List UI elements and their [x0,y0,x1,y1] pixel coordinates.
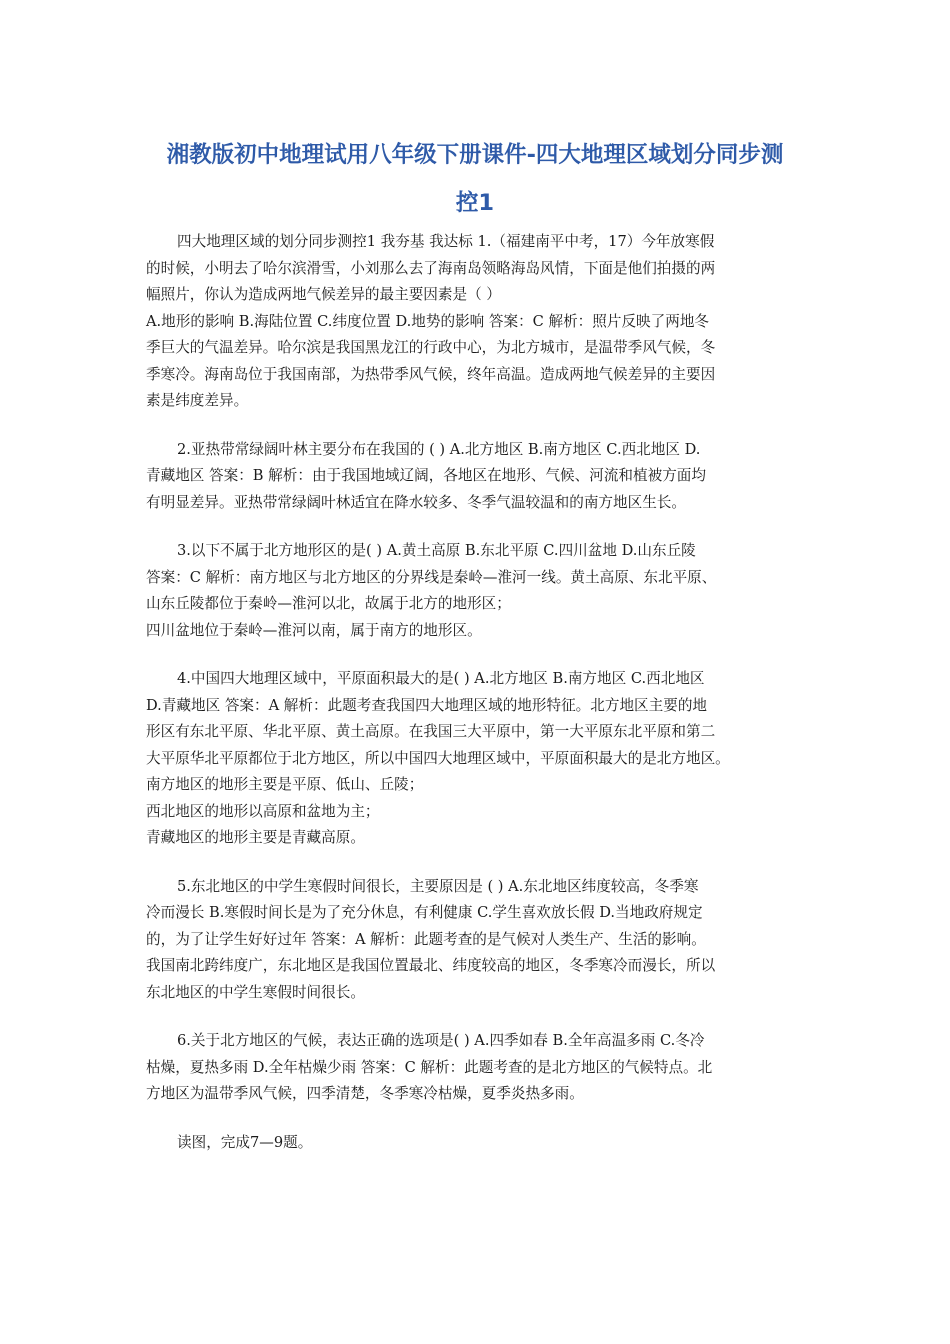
text-line: 四大地理区域的划分同步测控1 我夯基 我达标 1.（福建南平中考，17）今年放寒假 [177,233,715,250]
paragraph-gap [146,1108,808,1130]
title-line: 控1 [455,190,495,216]
text-line: D.青藏地区 答案：A 解析：此题考查我国四大地理区域的地形特征。北方地区主要的地 [146,696,708,714]
text-line: 5.东北地区的中学生寒假时间很长，主要原因是 ( ) A.东北地区纬度较高，冬季寒 [177,877,699,895]
text-line: 读图，完成7—9题。 [177,1133,313,1151]
paragraph-gap [146,415,808,437]
paragraph-q2 [146,437,808,517]
paragraph-q3 [146,538,808,644]
text-line: 3.以下不属于北方地形区的是( ) A.黄土高原 B.东北平原 C.四川盆地 D.山东丘陵 [177,542,696,559]
text-line: 南方地区的地形主要是平原、低山、丘陵； [146,776,424,793]
document-title [130,131,820,227]
text-line: 大平原华北平原都位于北方地区，所以中国四大地理区域中，平原面积最大的是北方地区。 [146,749,730,767]
text-line: 6.关于北方地区的气候，表达正确的选项是( ) A.四季如春 B.全年高温多雨 C.冬冷 [177,1032,705,1049]
text-line: 方地区为温带季风气候，四季清楚，冬季寒冷枯燥，夏季炎热多雨。 [146,1085,584,1102]
paragraph-q5 [146,874,808,1007]
text-line: 西北地区的地形以高原和盆地为主； [146,802,380,820]
text-line: 四川盆地位于秦岭—淮河以南，属于南方的地形区。 [146,621,482,639]
text-line: 季寒冷。海南岛位于我国南部，为热带季风气候，终年高温。造成两地气候差异的主要因 [146,365,716,383]
text-line: 的，为了让学生好好过年 答案：A 解析：此题考查的是气候对人类生产、生活的影响。 [146,930,706,948]
paragraph-q1 [146,229,808,415]
text-line: 2.亚热带常绿阔叶林主要分布在我国的 ( ) A.北方地区 B.南方地区 C.西北地区 D. [177,440,701,458]
document-body [146,229,808,1156]
text-line: 4.中国四大地理区域中，平原面积最大的是( ) A.北方地区 B.南方地区 C.西北地区 [177,670,705,687]
text-line: 答案：C 解析：南方地区与北方地区的分界线是秦岭—淮河一线。黄土高原、东北平原、 [146,568,717,586]
title-line: 湘教版初中地理试用八年级下册课件-四大地理区域划分同步测 [166,142,784,168]
paragraph-gap [146,644,808,666]
text-line: 东北地区的中学生寒假时间很长。 [146,983,365,1001]
text-line: 冷而漫长 B.寒假时间长是为了充分休息，有利健康 C.学生喜欢放长假 D.当地政府规定 [146,904,703,921]
paragraph-read-figure [146,1130,808,1157]
text-line: A.地形的影响 B.海陆位置 C.纬度位置 D.地势的影响 答案：C 解析：照片反映了两地冬 [146,312,710,330]
text-line: 季巨大的气温差异。哈尔滨是我国黑龙江的行政中心，为北方城市，是温带季风气候，冬 [146,339,716,356]
text-line: 素是纬度差异。 [146,392,249,409]
text-line: 我国南北跨纬度广，东北地区是我国位置最北、纬度较高的地区，冬季寒冷而漫长，所以 [146,957,716,974]
paragraph-gap [146,516,808,538]
text-line: 的时候，小明去了哈尔滨滑雪，小刘那么去了海南岛领略海岛风情，下面是他们拍摄的两 [146,259,716,277]
paragraph-gap [146,1006,808,1028]
text-line: 青藏地区 答案：B 解析：由于我国地域辽阔，各地区在地形、气候、河流和植被方面均 [146,467,706,484]
text-line: 山东丘陵都位于秦岭—淮河以北，故属于北方的地形区； [146,595,511,612]
paragraph-q6 [146,1028,808,1108]
text-line: 幅照片，你认为造成两地气候差异的最主要因素是（ ） [146,286,501,303]
text-line: 有明显差异。亚热带常绿阔叶林适宜在降水较多、冬季气温较温和的南方地区生长。 [146,493,686,511]
text-line: 形区有东北平原、华北平原、黄土高原。在我国三大平原中，第一大平原东北平原和第二 [146,723,716,740]
paragraph-q4 [146,666,808,852]
text-line: 青藏地区的地形主要是青藏高原。 [146,829,365,846]
paragraph-gap [146,852,808,874]
text-line: 枯燥，夏热多雨 D.全年枯燥少雨 答案：C 解析：此题考查的是北方地区的气候特点。北 [146,1058,713,1076]
